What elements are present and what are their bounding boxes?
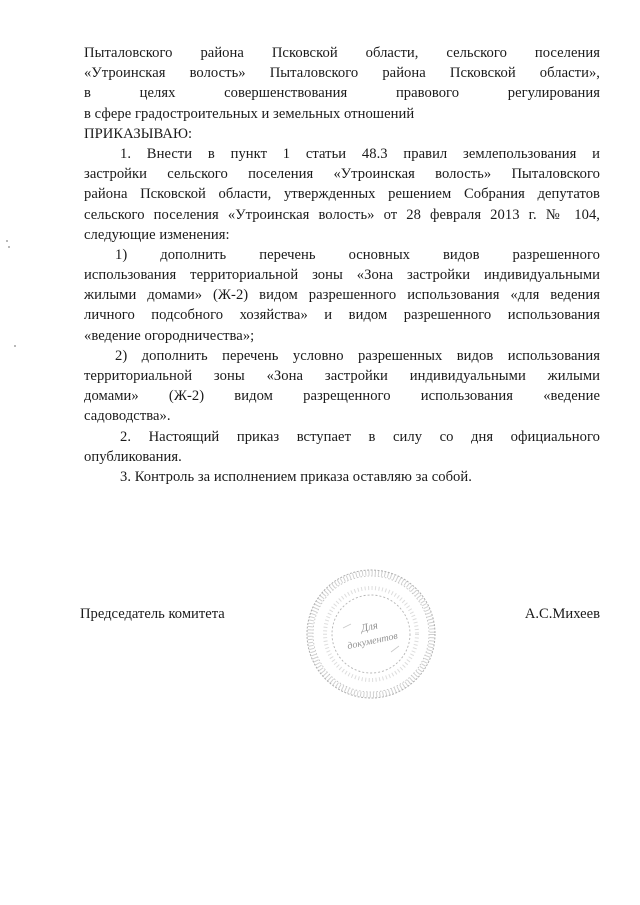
text-line: 2) дополнить перечень условно разрешенных видов использования xyxy=(115,347,600,364)
signer-title: Председатель комитета xyxy=(80,606,225,622)
text-line: в сфере градостроительных и земельных отношений xyxy=(84,105,415,122)
text-line: опубликования. xyxy=(84,448,182,465)
scan-mark xyxy=(8,246,10,248)
seal-icon xyxy=(303,566,439,702)
text-line: в целях совершенствования правового регулирования xyxy=(84,85,600,102)
text-line: 1. Внести в пункт 1 статьи 48.3 правил землепользования и xyxy=(120,145,600,162)
text-line: 2. Настоящий приказ вступает в силу со дня официального xyxy=(120,428,600,445)
text-line: «Утроинская волость» Пыталовского района Псковской области», xyxy=(84,65,600,82)
scan-mark xyxy=(6,240,8,242)
text-line: жилыми домами» (Ж-2) видом разрешенного использования «для ведения xyxy=(84,287,600,304)
signer-name: А.С.Михеев xyxy=(524,606,600,622)
text-line: застройки сельского поселения «Утроинская волость» Пыталовского xyxy=(84,166,600,183)
text-line: следующие изменения: xyxy=(84,226,230,243)
text-line: сельского поселения «Утроинская волость» от 28 февраля 2013 г. № 104, xyxy=(84,206,600,223)
official-seal-stamp xyxy=(303,566,439,702)
text-line: садоводства». xyxy=(84,408,171,425)
text-line: использования территориальной зоны «Зона застройки индивидуальными xyxy=(84,267,600,284)
order-heading: ПРИКАЗЫВАЮ: xyxy=(84,125,193,142)
text-line: 1) дополнить перечень основных видов разрешенного xyxy=(115,246,600,263)
text-line: района Псковской области, утвержденных решением Собрания депутатов xyxy=(84,186,600,203)
text-line: домами» (Ж-2) видом разрещенного использования «ведение xyxy=(84,388,600,405)
document-body xyxy=(84,43,600,487)
seal-center-text-top: Для xyxy=(360,619,380,635)
text-line: территориальной зоны «Зона застройки индивидуальными жилыми xyxy=(84,368,600,384)
text-line: «ведение огородничества»; xyxy=(84,327,255,344)
text-line: 3. Контроль за исполнением приказа оставляю за собой. xyxy=(120,468,472,485)
text-line: личного подсобного хозяйства» и видом разрешенного использования xyxy=(84,307,600,324)
seal-center-text-bottom: документов xyxy=(346,630,399,653)
scan-mark xyxy=(14,345,16,347)
text-line: Пыталовского района Псковской области, сельского поселения xyxy=(84,45,600,61)
